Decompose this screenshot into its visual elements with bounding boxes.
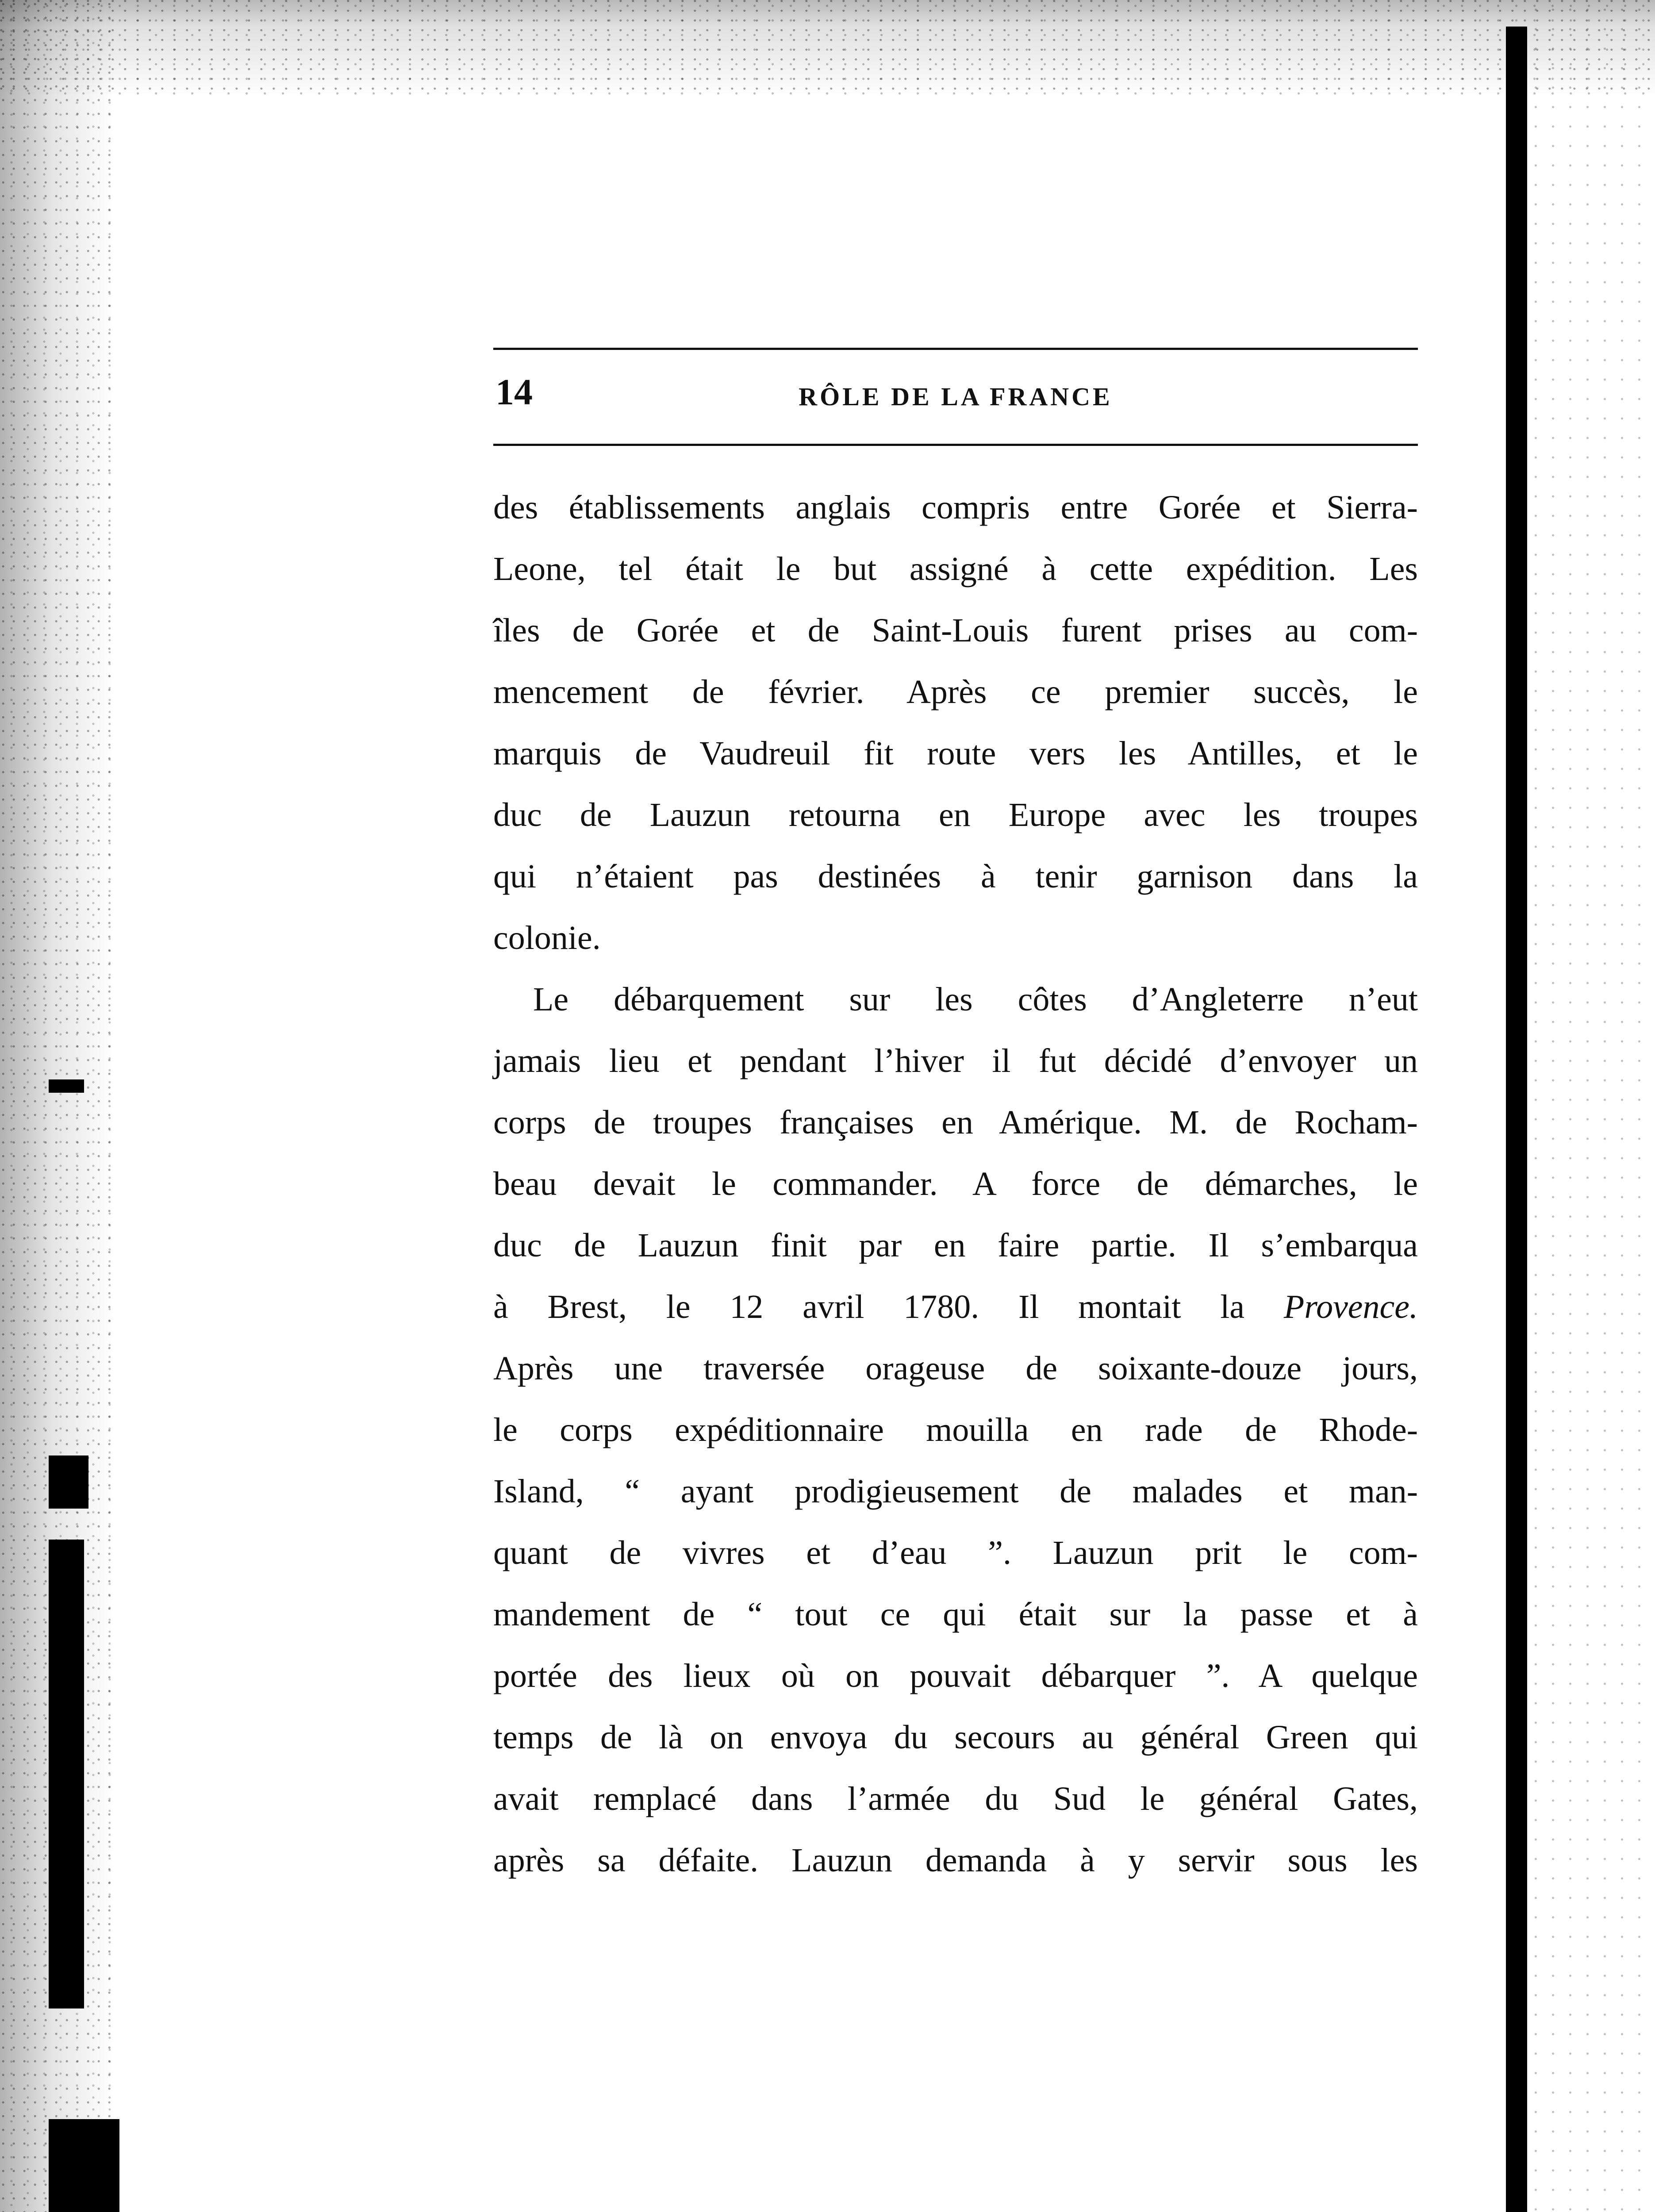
- text-line: duc de Lauzun finit par en faire partie. Il s’embarqua: [493, 1227, 1418, 1264]
- binding-mark: [49, 1455, 88, 1509]
- header-rule-top: [493, 348, 1418, 350]
- text-line: Le débarquement sur les côtes d’Angleterre n’eut: [533, 981, 1418, 1018]
- text-line: qui n’étaient pas destinées à tenir garnison dans la: [493, 858, 1418, 895]
- body-text: [493, 477, 1418, 1891]
- header-rule-bottom: [493, 444, 1418, 446]
- text-line: duc de Lauzun retourna en Europe avec les troupes: [493, 796, 1418, 833]
- text-line: quant de vivres et d’eau ”. Lauzun prit le com-: [493, 1534, 1418, 1571]
- text-line-part: à Brest, le 12 avril 1780. Il montait la: [493, 1288, 1245, 1325]
- text-line: temps de là on envoya du secours au général Green qui: [493, 1719, 1418, 1756]
- page-edge-shadow: [1506, 27, 1527, 2212]
- text-line: après sa défaite. Lauzun demanda à y servir sous les: [493, 1842, 1418, 1879]
- text-line-with-italic: [493, 1276, 1418, 1338]
- text-line: mencement de février. Après ce premier succès, le: [493, 673, 1418, 710]
- text-line: avait remplacé dans l’armée du Sud le général Gates,: [493, 1780, 1418, 1817]
- text-line: portée des lieux où on pouvait débarquer ”. A quelque: [493, 1657, 1418, 1694]
- text-line: îles de Gorée et de Saint-Louis furent prises au com-: [493, 612, 1418, 649]
- binding-mark: [49, 1540, 84, 2008]
- page-number: 14: [495, 372, 533, 413]
- text-line: beau devait le commander. A force de démarches, le: [493, 1165, 1418, 1202]
- running-head: RÔLE DE LA FRANCE: [799, 382, 1113, 411]
- scan-noise-right: [1527, 0, 1655, 2212]
- text-line: mandement de “ tout ce qui était sur la passe et à: [493, 1596, 1418, 1633]
- scan-noise-top: [0, 0, 1655, 97]
- text-line: jamais lieu et pendant l’hiver il fut décidé d’envoyer un: [493, 1042, 1418, 1079]
- text-line: colonie.: [493, 919, 601, 956]
- text-line: le corps expéditionnaire mouilla en rade de Rhode-: [493, 1411, 1418, 1448]
- text-line: Island, “ ayant prodigieusement de malades et man-: [493, 1473, 1418, 1510]
- binding-mark: [49, 2119, 119, 2212]
- binding-mark: [49, 1079, 84, 1093]
- text-line: Après une traversée orageuse de soixante-douze jours,: [493, 1350, 1418, 1387]
- text-line: marquis de Vaudreuil fit route vers les Antilles, et le: [493, 735, 1418, 772]
- text-line: des établissements anglais compris entre Gorée et Sierra-: [493, 489, 1418, 526]
- ship-name: Provence.: [1283, 1288, 1418, 1325]
- text-line: corps de troupes françaises en Amérique. M. de Rocham-: [493, 1104, 1418, 1141]
- text-line: Leone, tel était le but assigné à cette expédition. Les: [493, 550, 1418, 588]
